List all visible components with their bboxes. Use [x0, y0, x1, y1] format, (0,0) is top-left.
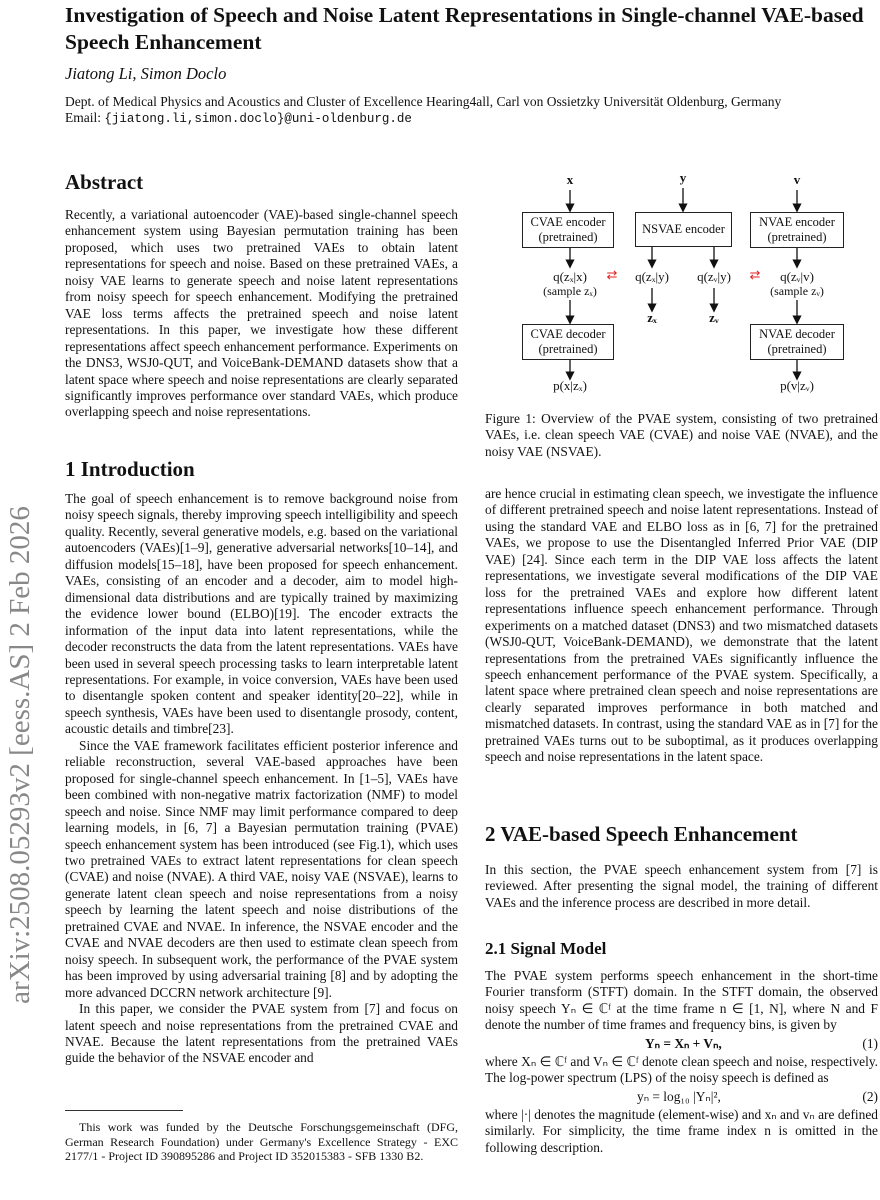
cvae-decoder-note: (pretrained): [538, 342, 598, 356]
email[interactable]: {jiatong.li,simon.doclo}@uni-oldenburg.de: [104, 112, 412, 126]
abstract-text: Recently, a variational autoencoder (VAE)-based single-channel speech enhancement system using Bayesian permutation training has been proposed, which uses two pretrained VAEs to obtain latent representations for speech and noise. Based on these pretrained VAEs, a noisy VAE learns to generate speech and noise latent representations from noisy speech for speech enhancement. Modifying the pretrained VAE loss terms affects the pretrained speech and noise latent representations. In this paper, we investigate how these different representations affect speech enhancement performance. Experiments on the DNS3, WSJ0-QUT, and VoiceBank-DEMAND datasets show that a latent space where speech and noise representations are clearly separated significantly improves performance over standard VAEs, which produce overlapping speech and noise representations.: [65, 207, 458, 420]
signal-model-text: The PVAE system performs speech enhancement in the short-time Fourier transform (STFT) domain. In the STFT domain, the observed noisy speech Yₙ ∈ ℂᶠ at the time frame n ∈ [1, N], where N and F denote the number of time frames and frequency bins, is given by: [485, 968, 878, 1033]
cvae-decoder-label: CVAE decoder: [530, 327, 606, 341]
equation-1-number: (1): [862, 1035, 878, 1051]
zv-output: zᵥ: [709, 310, 719, 325]
cvae-encoder-box: [522, 212, 614, 248]
cvae-decoder-box: [522, 324, 614, 360]
sample-zx: (sample zₓ): [543, 284, 597, 298]
section-2-1-body: [485, 968, 878, 1156]
q-zx-y: q(zₓ|y): [635, 269, 669, 284]
figure-caption: Figure 1: Overview of the PVAE system, consisting of two pretrained VAEs, i.e. clean speech VAE (CVAE) and noise VAE (NVAE), and the noisy VAE (NSVAE).: [485, 411, 878, 459]
nsvae-encoder-label: NSVAE encoder: [642, 222, 725, 236]
equation-1: [485, 1034, 878, 1054]
nvae-decoder-box: [750, 324, 844, 360]
intro-body: [65, 491, 458, 1067]
intro-paragraph-3: In this paper, we consider the PVAE system from [7] and focus on latent speech and noise representations from the pretrained CVAE and NVAE. Because the latent representations from the pretrained VAEs guide the behavior of the NSVAE encoder and: [65, 1001, 458, 1066]
p-v-zv: p(v|zᵥ): [780, 378, 814, 393]
affiliation-block: [65, 94, 880, 127]
intro-continued: are hence crucial in estimating clean speech, we investigate the influence of different pretrained speech and noise latent representations. Instead of using the standard VAE and ELBO loss as in [6, 7] for the pretrained VAEs, we propose to use the Disentangled Inferred Prior VAE (DIP VAE) [24]. Since each term in the DIP VAE loss affects the latent representations, we investigate several modifications of the DIP VAE loss for the pretrained VAEs and explore how different latent representations influence speech enhancement performance. Through experiments on a matched dataset (DNS3) and two mismatched datasets (WSJ0-QUT, VoiceBank-DEMAND), we demonstrate that the latent representations from the pretrained VAEs significantly influence the speech enhancement performance of the PVAE system. Specifically, a latent space where pretrained clean speech and noise representations are clearly separated improves performance in both matched and mismatched datasets. In contrast, using the standard VAE as in [7] for the pretrained VAEs turns out to be suboptimal, as it produces overlapping speech and noise representations in the latent space.: [485, 486, 878, 765]
text-after-eq1: where Xₙ ∈ ℂᶠ and Vₙ ∈ ℂᶠ denote clean speech and noise, respectively. The log-power spectrum (LPS) of the noisy speech is defined as: [485, 1053, 878, 1086]
footnote-rule: [65, 1110, 183, 1111]
arxiv-stamp: arXiv:2508.05293v2 [eess.AS] 2 Feb 2026: [4, 506, 36, 1004]
equation-2-body: yₙ = log₁₀ |Yₙ|²,: [637, 1088, 721, 1104]
equation-1-body: Yₙ = Xₙ + Vₙ,: [645, 1035, 722, 1051]
exchange-icon-left: ⇄: [606, 267, 618, 282]
cvae-encoder-note: (pretrained): [538, 230, 598, 244]
nvae-decoder-note: (pretrained): [767, 342, 827, 356]
intro-heading: 1 Introduction: [65, 457, 195, 481]
nsvae-encoder-box: [635, 212, 732, 247]
zx-output: zₓ: [647, 310, 657, 325]
email-label: Email:: [65, 110, 101, 125]
section-2-text: In this section, the PVAE speech enhancement system from [7] is reviewed. After presenting the signal model, the training of different VAEs and the inference process are described in more detail.: [485, 862, 878, 910]
authors: Jiatong Li, Simon Doclo: [65, 64, 227, 83]
nvae-encoder-label: NVAE encoder: [759, 215, 835, 229]
intro-paragraph-2: Since the VAE framework facilitates efficient posterior inference and reliable reconstruction, several VAE-based approaches have been proposed for single-channel speech enhancement. In [1–5], VAEs have been combined with non-negative matrix factorization (NMF) to model speech and noise. Since NMF may limit performance compared to deep learning models, in [6, 7] a Bayesian permutation training (PVAE) speech enhancement system has been introduced (see Fig.1), which uses two pretrained VAEs to extract latent representations for clean speech (CVAE) and noise (NVAE). A third VAE, noisy VAE (NSVAE), learns to generate latent clean speech and noise representations from a noisy speech by learning the latent speech and noise distributions of the pretrained CVAE and NVAE. In inference, the NSVAE encoder and the CVAE and NVAE decoders are then used to estimate clean speech from noisy speech. In subsequent work, the performance of the PVAE system has been improved by using adversarial training [8] and by adopting the more advanced DCCRN network architecture [9].: [65, 737, 458, 1000]
figure-1: [500, 170, 880, 400]
intro-paragraph-1: The goal of speech enhancement is to remove background noise from noisy speech signals, thereby improving speech intelligibility and speech quality. Recently, several generative models, e.g. based on the variational autoencoders (VAEs)[1–9], generative adversarial networks[10–14], and diffusion models[15–18], have been proposed for speech enhancement. VAEs, consisting of an encoder and a decoder, aim to model high-dimensional data distributions and are typically trained by maximizing the evidence lower bound (ELBO)[19]. The encoder extracts the information of the input data into latent representations, while the decoder reconstructs the data from the latent representations. VAEs have been used in several speech processing tasks to learn interpretable latent representations. For example, in voice conversion, VAEs have been used to disentangle spoken content and speaker identity[20–22], while in speech synthesis, VAEs have been used to disentangle prosody, content, acoustic details and timbre[23].: [65, 491, 458, 737]
exchange-icon-right: ⇄: [749, 267, 761, 282]
q-zv-v: q(zᵥ|v): [780, 269, 814, 284]
input-x: x: [566, 172, 574, 187]
text-after-eq2: where |·| denotes the magnitude (element-wise) and xₙ and vₙ are defined similarly. For simplicity, the time frame index n is omitted in the following description.: [485, 1106, 878, 1155]
q-zx-x: q(zₓ|x): [553, 269, 587, 284]
nvae-encoder-box: [750, 212, 844, 248]
section-2-heading: 2 VAE-based Speech Enhancement: [485, 822, 798, 846]
cvae-encoder-label: CVAE encoder: [530, 215, 606, 229]
equation-2: [485, 1087, 878, 1107]
nvae-decoder-label: NVAE decoder: [759, 327, 835, 341]
footnote: This work was funded by the Deutsche Forschungsgemeinschaft (DFG, German Research Foundation) under Germany's Excellence Strategy - EXC 2177/1 - Project ID 390895286 and Project ID 352015383 - SFB 1330 B2.: [65, 1120, 458, 1163]
equation-2-number: (2): [862, 1088, 878, 1104]
email-line: [65, 110, 880, 127]
section-2-1-heading: 2.1 Signal Model: [485, 939, 607, 958]
affiliation: Dept. of Medical Physics and Acoustics and Cluster of Excellence Hearing4all, Carl von Ossietzky Universität Oldenburg, Germany: [65, 94, 782, 109]
nvae-encoder-note: (pretrained): [767, 230, 827, 244]
q-zv-y: q(zᵥ|y): [697, 269, 731, 284]
paper-title: Investigation of Speech and Noise Latent Representations in Single-channel VAE-based Speech Enhancement: [65, 3, 864, 54]
input-v: v: [793, 172, 801, 187]
input-y: y: [679, 170, 687, 185]
sample-zv: (sample zᵥ): [770, 284, 824, 298]
p-x-zx: p(x|zₓ): [553, 378, 587, 393]
abstract-heading: Abstract: [65, 170, 144, 194]
